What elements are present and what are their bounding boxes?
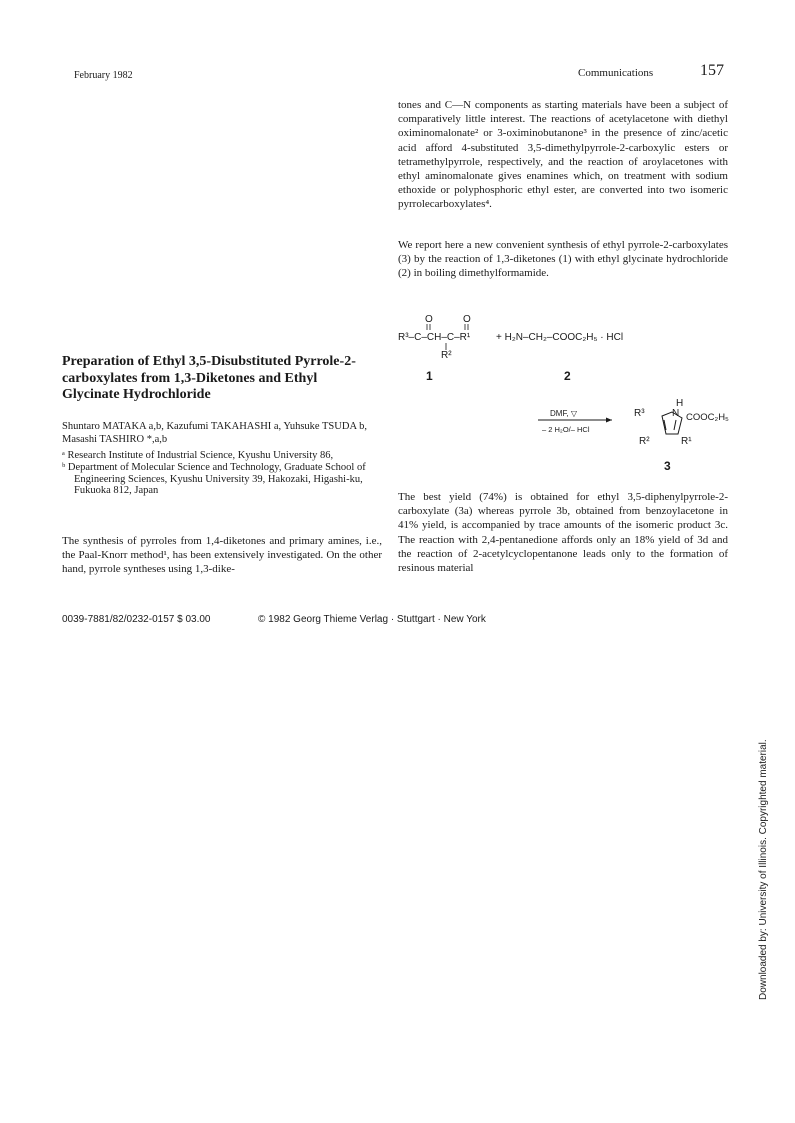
affiliation-a: ᵃ Research Institute of Industrial Science, Kyushu University 86, bbox=[62, 450, 334, 461]
affiliation-b: ᵇ Department of Molecular Science and Technology, Graduate School of Engineering Sciences, Kyushu University 39, Hakozaki, Higashi-ku, Fukuoka 812, Japan bbox=[62, 461, 366, 497]
affiliations bbox=[62, 450, 382, 497]
product-n: N bbox=[672, 408, 680, 419]
header-date: February 1982 bbox=[74, 70, 133, 81]
right-paragraph-3: The best yield (74%) is obtained for ethyl 3,5-diphenylpyrrole-2-carboxylate (3a) whereas pyrrole 3b, obtained from benzoylacetone in 41% yield, is accompanied by trace amounts of the isomeric product 3c. The reaction with 2,4-pentanedione affords only an 18% yield of 3d and the reaction of 2-acetylcyclopentanone leads only to the formation of resinous material bbox=[398, 491, 728, 575]
download-notice: Downloaded by: University of Illinois. Copyrighted material. bbox=[758, 739, 769, 1000]
product-r2: R² bbox=[639, 436, 650, 447]
label-compound-3: 3 bbox=[664, 459, 671, 473]
product-r1: R¹ bbox=[681, 436, 692, 447]
header-section: Communications bbox=[578, 67, 654, 79]
right-paragraph-1: tones and C—N components as starting materials have been a subject of comparatively little interest. The reactions of acetylacetone with diethyl oximinomalonate² or 3-oximinobutanone³ in the presence of zinc/acetic acid afford 4-substituted 3,5-dimethylpyrrole-2-carboxylic esters or tetramethylpyrrole, respectively, and the reaction of aroylacetones with ethyl aminomalonate gives enamines which, on treatment with sodium ethoxide or polyphosphoric ethyl ester, are converted into two isomeric pyrrolecarboxylates⁴. bbox=[398, 99, 728, 211]
intro-paragraph: The synthesis of pyrroles from 1,4-diketones and primary amines, i.e., the Paal-Knorr method¹, has been extensively investigated. On the other hand, pyrrole syntheses using 1,3-dike- bbox=[62, 535, 382, 576]
author-list: Shuntaro MATAKA a,b, Kazufumi TAKAHASHI a, Yuhsuke TSUDA b, Masashi TASHIRO *,a,b bbox=[62, 421, 367, 445]
product-ester: COOC₂H₅ bbox=[686, 412, 729, 423]
reagent-2: + H₂N–CH₂–COOC₂H₅ · HCl bbox=[496, 332, 624, 343]
product-h: H bbox=[676, 398, 684, 409]
conditions-bottom: – 2 H₂O/– HCl bbox=[542, 425, 590, 434]
reactant1-substituent: R² bbox=[441, 350, 452, 361]
reaction-scheme bbox=[396, 308, 736, 478]
label-compound-1: 1 bbox=[426, 369, 433, 383]
footer-copyright: © 1982 Georg Thieme Verlag · Stuttgart · New York bbox=[258, 614, 486, 625]
label-compound-2: 2 bbox=[564, 369, 571, 383]
footer-code: 0039-7881/82/0232-0157 $ 03.00 bbox=[62, 614, 211, 625]
article-title: Preparation of Ethyl 3,5-Disubstituted Pyrrole-2-carboxylates from 1,3-Diketones and Ethyl Glycinate Hydrochloride bbox=[62, 354, 356, 402]
reactant1-o-left: O bbox=[425, 314, 433, 325]
conditions-top: DMF, ▽ bbox=[550, 409, 578, 418]
right-paragraph-2: We report here a new convenient synthesis of ethyl pyrrole-2-carboxylates (3) by the reaction of 1,3-diketones (1) with ethyl glycinate hydrochloride (2) in boiling dimethylformamide. bbox=[398, 239, 728, 280]
page-number: 157 bbox=[700, 62, 724, 79]
reactant1-o-right: O bbox=[463, 314, 471, 325]
product-r3: R³ bbox=[634, 408, 645, 419]
reactant1-formula: R³–C–CH–C–R¹ bbox=[398, 332, 471, 343]
